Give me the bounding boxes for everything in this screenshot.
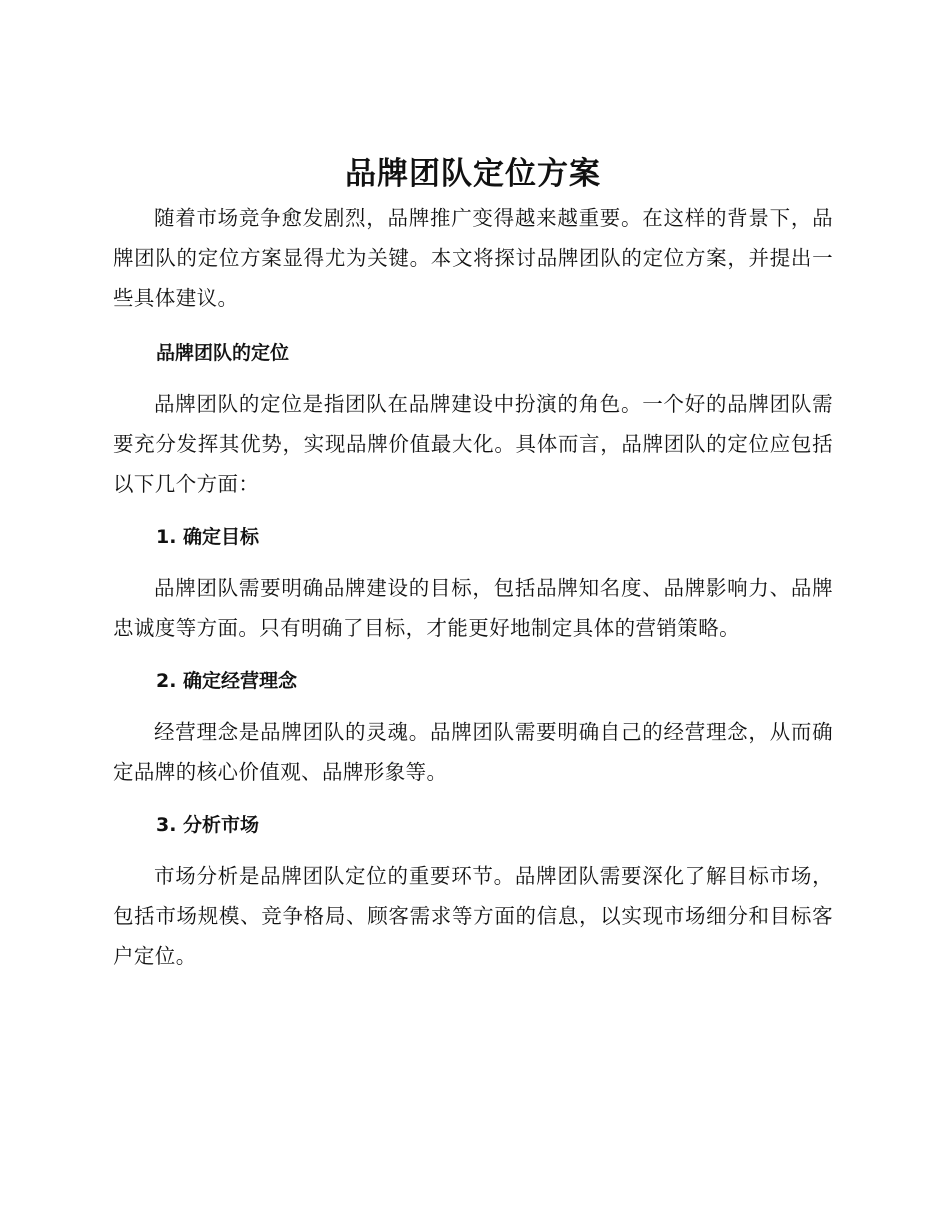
section-heading-philosophy: 2. 确定经营理念	[156, 670, 298, 692]
section-body-philosophy: 经营理念是品牌团队的灵魂。品牌团队需要明确自己的经营理念，从而确定品牌的核心价值观、品牌形象等。	[113, 720, 833, 784]
document-body	[113, 150, 833, 976]
document-title: 品牌团队定位方案	[345, 156, 601, 192]
section-body-positioning: 品牌团队的定位是指团队在品牌建设中扮演的角色。一个好的品牌团队需要充分发挥其优势，实现品牌价值最大化。具体而言，品牌团队的定位应包括以下几个方面：	[113, 392, 833, 496]
section-heading-positioning: 品牌团队的定位	[156, 342, 290, 364]
section-heading-goals: 1. 确定目标	[156, 526, 260, 548]
section-body-goals: 品牌团队需要明确品牌建设的目标，包括品牌知名度、品牌影响力、品牌忠诚度等方面。只有明确了目标，才能更好地制定具体的营销策略。	[113, 576, 833, 640]
section-heading-market: 3. 分析市场	[156, 814, 260, 836]
section-body-market: 市场分析是品牌团队定位的重要环节。品牌团队需要深化了解目标市场，包括市场规模、竞争格局、顾客需求等方面的信息，以实现市场细分和目标客户定位。	[113, 864, 833, 968]
intro-paragraph: 随着市场竞争愈发剧烈，品牌推广变得越来越重要。在这样的背景下，品牌团队的定位方案显得尤为关键。本文将探讨品牌团队的定位方案，并提出一些具体建议。	[113, 206, 833, 310]
